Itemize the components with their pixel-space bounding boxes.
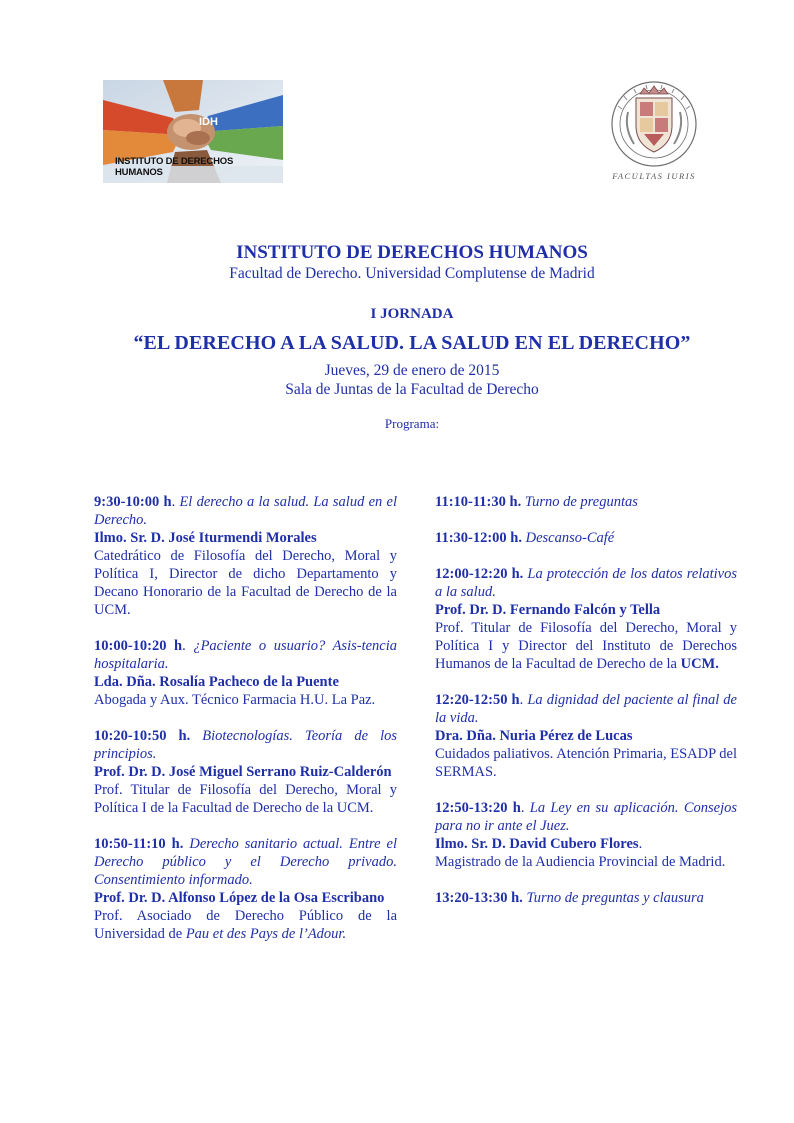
program-column-right (435, 493, 737, 925)
session-time: 10:50-11:10 h. (94, 836, 184, 852)
session-time: 13:20-13:30 h. (435, 890, 523, 906)
program-heading: Programa: (384, 416, 440, 431)
faculty-subtitle: Facultad de Derecho. Universidad Complutense de Madrid (229, 265, 595, 282)
time-separator: . (171, 494, 180, 510)
time-separator: . (519, 692, 528, 708)
speaker-description: Magistrado de la Audiencia Provincial de Madrid. (435, 854, 726, 870)
idh-logo (103, 80, 283, 183)
session-item (435, 799, 737, 871)
description-bold: UCM. (680, 656, 719, 672)
time-separator: . (520, 800, 530, 816)
session-time: 10:00-10:20 h (94, 638, 183, 654)
session-speaker: Lda. Dña. Rosalía Pacheco de la Puente (94, 674, 339, 690)
idh-caption: INSTITUTO DE DERECHOS HUMANOS (115, 156, 234, 178)
session-topic: Turno de preguntas y clausura (526, 890, 704, 906)
jornada-label: I JORNADA (370, 306, 454, 322)
event-date: Jueves, 29 de enero de 2015 (324, 362, 500, 379)
description-text: Prof. Asociado de Derecho Público de la Universidad de (94, 908, 397, 942)
session-time: 11:10-11:30 h. (435, 494, 522, 510)
time-separator (190, 728, 202, 744)
session-speaker: Ilmo. Sr. D. David Cubero Flores (435, 836, 639, 852)
session-item (94, 637, 397, 709)
session-time: 11:30-12:00 h. (435, 530, 522, 546)
seal-motto: FACULTAS IURIS (612, 171, 696, 181)
session-speaker: Ilmo. Sr. D. José Iturmendi Morales (94, 530, 317, 546)
session-time: 10:20-10:50 h. (94, 728, 191, 744)
speaker-description: Prof. Titular de Filosofía del Derecho, Moral y Política I de la Facultad de Derecho de la UCM. (94, 782, 397, 816)
session-topic: El derecho a la salud. La salud en el Derecho. (94, 494, 397, 528)
speaker-description: Catedrático de Filosofía del Derecho, Moral y Política I, Director de dicho Departamento y Decano Honorario de la Facultad de Derecho de la UCM. (94, 548, 397, 618)
session-item (435, 529, 737, 547)
speaker-description (94, 907, 397, 943)
event-theme: “EL DERECHO A LA SALUD. LA SALUD EN EL DERECHO” (133, 332, 691, 354)
session-speaker: Prof. Dr. D. Fernando Falcón y Tella (435, 602, 661, 618)
session-time: 12:20-12:50 h (435, 692, 520, 708)
speaker-suffix: . (638, 836, 643, 852)
university-name: Pau et des Pays de l’Adour. (185, 926, 347, 942)
session-speaker: Dra. Dña. Nuria Pérez de Lucas (435, 728, 633, 744)
session-topic: La dignidad del paciente al final de la vida. (435, 692, 737, 726)
session-item (94, 493, 397, 619)
time-separator: . (182, 638, 194, 654)
session-item (435, 691, 737, 781)
session-topic: La protección de los datos relativos a la salud. (435, 566, 737, 600)
session-speaker: Prof. Dr. D. Alfonso López de la Osa Escribano (94, 890, 385, 906)
session-topic: Turno de preguntas (524, 494, 638, 510)
session-item (94, 835, 397, 943)
speaker-description: Abogada y Aux. Técnico Farmacia H.U. La Paz. (94, 692, 376, 708)
session-topic: ¿Paciente o usuario? Asis-tencia hospitalaria. (94, 638, 397, 672)
program-column-left (94, 493, 397, 961)
speaker-description: Cuidados paliativos. Atención Primaria, ESADP del SERMAS. (435, 746, 737, 780)
institute-title: INSTITUTO DE DERECHOS HUMANOS (236, 242, 588, 263)
session-time: 12:50-13:20 h (435, 800, 521, 816)
seal-illustration (594, 78, 714, 173)
session-speaker: Prof. Dr. D. José Miguel Serrano Ruiz-Calderón (94, 764, 392, 780)
session-item (435, 565, 737, 673)
session-topic: Descanso-Café (525, 530, 615, 546)
ucm-faculty-seal (594, 78, 714, 188)
speaker-description (435, 619, 737, 673)
idh-mark: IDH (199, 116, 218, 128)
session-speaker-line (435, 835, 737, 853)
session-topic: La Ley en su aplicación. Consejos para no ir ante el Juez. (435, 800, 737, 834)
document-header (0, 238, 794, 432)
session-item (94, 727, 397, 817)
session-topic: Biotecnologías. Teoría de los principios. (94, 728, 398, 762)
description-text: Prof. Titular de Filosofía del Derecho, Moral y Política I y Director del Instituto de Derechos Humanos de la Facultad de Derecho de la (435, 620, 737, 672)
session-topic: Derecho sanitario actual. Entre el Derecho público y el Derecho privado. Consentimiento informado. (94, 836, 398, 888)
event-place: Sala de Juntas de la Facultad de Derecho (285, 381, 539, 398)
session-time: 9:30-10:00 h (94, 494, 172, 510)
session-time: 12:00-12:20 h. (435, 566, 524, 582)
session-item (435, 889, 737, 907)
session-item (435, 493, 737, 511)
